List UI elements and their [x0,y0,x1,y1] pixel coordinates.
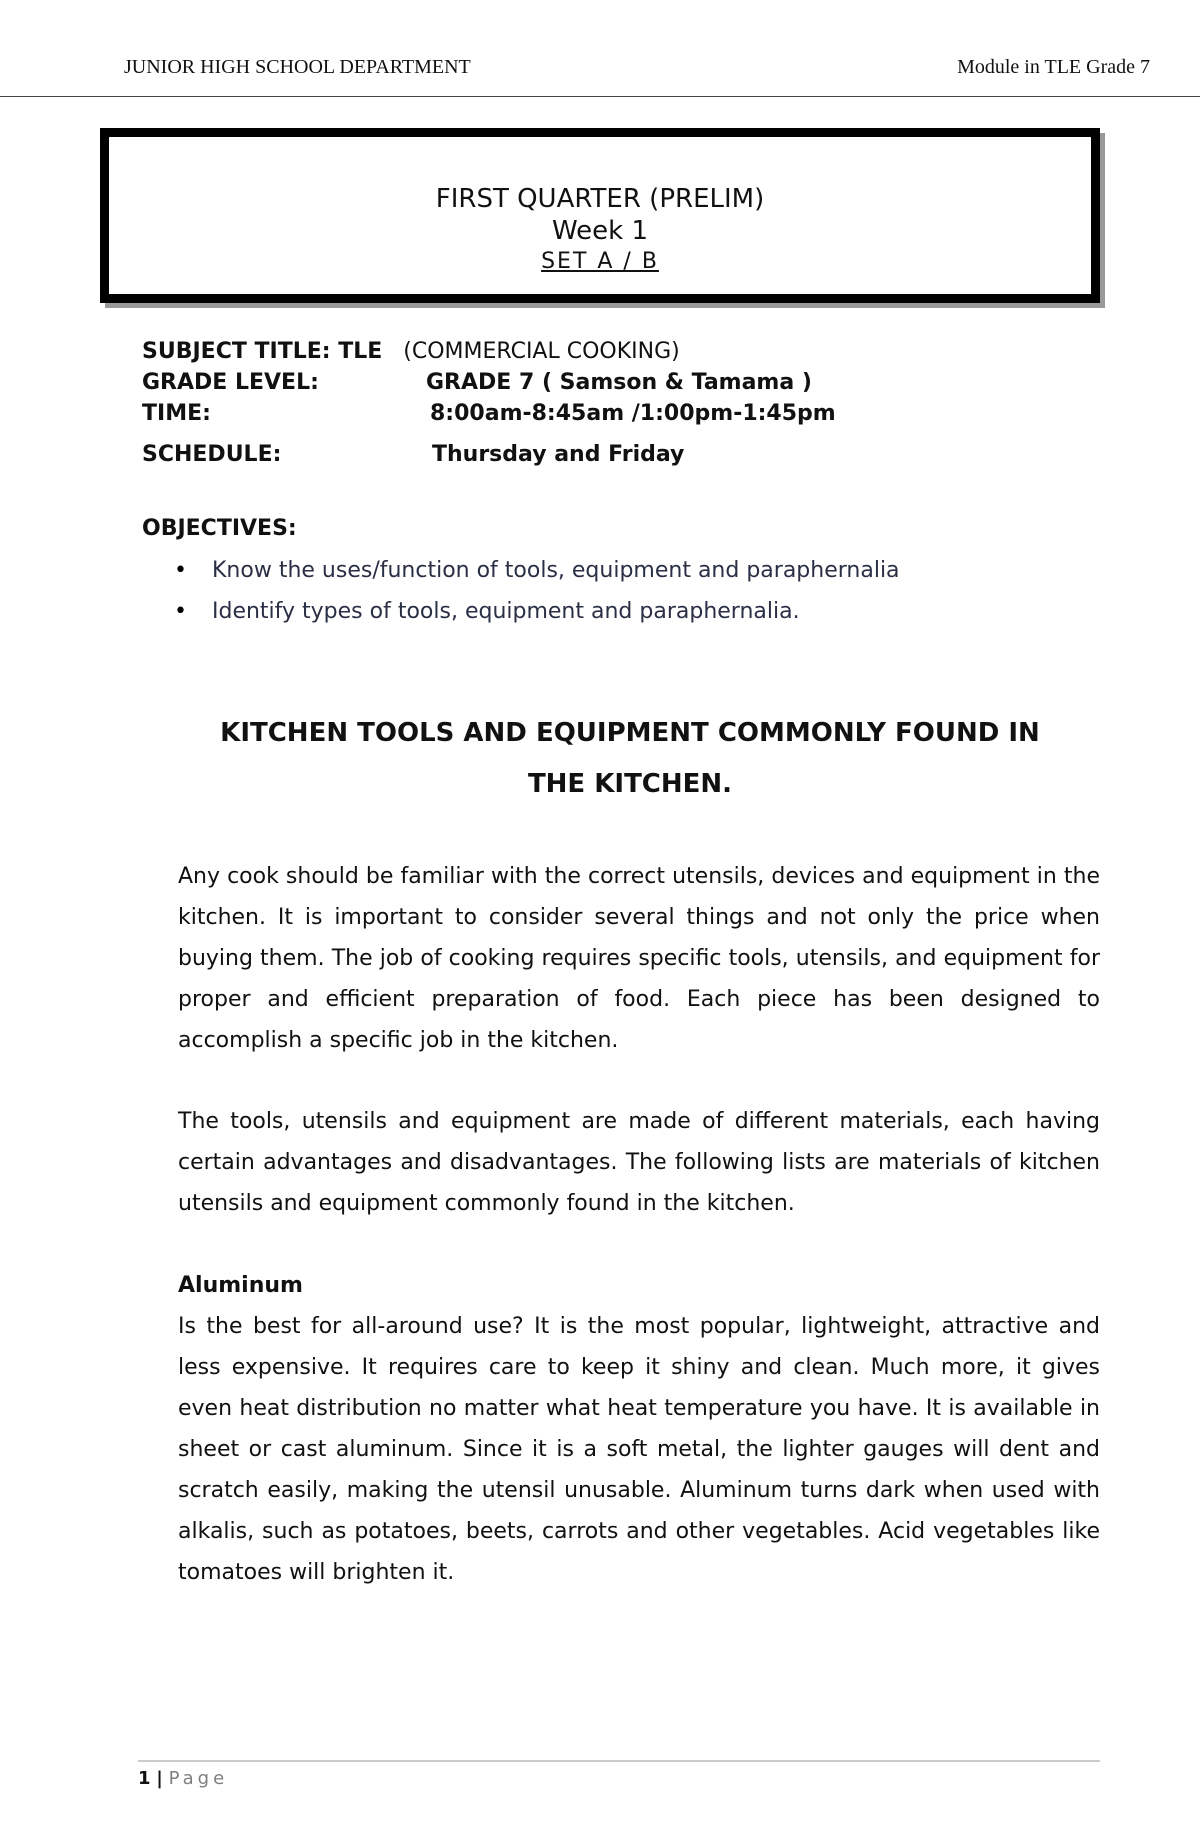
bullet-icon: • [174,558,187,583]
page-word: Page [168,1768,229,1789]
grade-label: GRADE LEVEL: [142,370,319,395]
page-number: 1 [138,1768,151,1789]
bullet-icon: • [174,599,187,624]
grade-value: GRADE 7 ( Samson & Tamama ) [426,370,812,395]
footer-divider [138,1760,1100,1762]
subject-label: SUBJECT TITLE: TLE [142,339,383,364]
title-box [100,128,1100,303]
list-item [142,556,900,597]
section-title [180,708,1080,810]
objective-text: Identify types of tools, equipment and paraphernalia. [212,599,800,624]
schedule-value: Thursday and Friday [432,442,685,467]
subject-value: (COMMERCIAL COOKING) [403,339,680,364]
intro-paragraph: Any cook should be familiar with the correct utensils, devices and equipment in the kitchen. It is important to consider several things and not only the price when buying them. The job of cooking requires specific tools, utensils, and equipment for proper and efficient preparation of food. Each piece has been designed to accomplish a specific job in the kitchen. [178,864,1100,1053]
week-title: Week 1 [551,216,649,246]
section-title-line-2: THE KITCHEN. [527,769,733,799]
quarter-title: FIRST QUARTER (PRELIM) [435,184,765,214]
objectives-heading: OBJECTIVES: [142,516,297,541]
header-module: Module in TLE Grade 7 [957,56,1150,78]
list-item [142,597,900,638]
header-divider [0,96,1200,97]
section-title-line-1: KITCHEN TOOLS AND EQUIPMENT COMMONLY FOUND IN [220,718,1040,748]
header-department: JUNIOR HIGH SCHOOL DEPARTMENT [124,56,471,78]
objective-text: Know the uses/function of tools, equipment and paraphernalia [212,558,900,583]
subject-row [142,337,680,367]
schedule-label: SCHEDULE: [142,442,282,467]
objectives-list [142,556,900,638]
time-value: 8:00am-8:45am /1:00pm-1:45pm [430,401,836,426]
materials-paragraph: The tools, utensils and equipment are made of different materials, each having certain advantages and disadvantages. The following lists are materials of kitchen utensils and equipment commonly found in the kitchen. [178,1109,1100,1216]
schedule-row [142,440,1042,470]
time-label: TIME: [142,401,211,426]
grade-row [142,368,1042,398]
aluminum-heading: Aluminum [178,1273,303,1298]
footer-separator: | [156,1768,163,1789]
page-header [124,56,1150,88]
time-row [142,399,1042,429]
set-label: SET A / B [541,249,659,274]
aluminum-paragraph: Is the best for all-around use? It is the most popular, lightweight, attractive and less expensive. It requires care to keep it shiny and clean. Much more, it gives even heat distribution no matter what heat temperature you have. It is available in sheet or cast aluminum. Since it is a soft metal, the lighter gauges will dent and scratch easily, making the utensil unusable. Aluminum turns dark when used with alkalis, such as potatoes, beets, carrots and other vegetables. Acid vegetables like tomatoes will brighten it. [178,1314,1100,1585]
page-footer [138,1765,228,1793]
